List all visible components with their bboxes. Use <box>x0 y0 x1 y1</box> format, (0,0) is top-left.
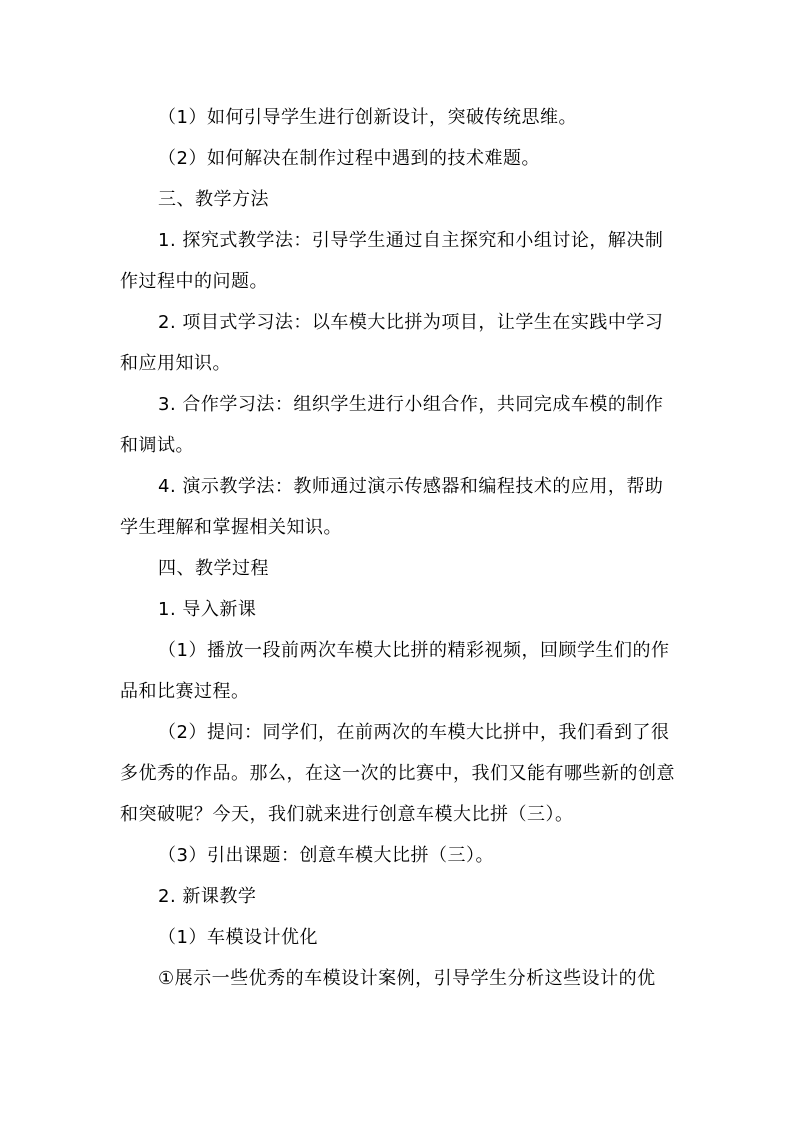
heading-design-optimization: （1）车模设计优化 <box>158 927 318 948</box>
heading-intro: 1. 导入新课 <box>158 599 257 620</box>
paragraph-difficulty-2: （2）如何解决在制作过程中遇到的技术难题。 <box>158 148 540 169</box>
heading-teaching-process: 四、教学过程 <box>158 558 269 579</box>
paragraph-method-1: 1. 探究式教学法：引导学生通过自主探究和小组讨论，解决制作过程中的问题。 <box>120 230 664 292</box>
paragraph-difficulty-1: （1）如何引导学生进行创新设计，突破传统思维。 <box>158 107 577 128</box>
paragraph-method-2: 2. 项目式学习法：以车模大比拼为项目，让学生在实践中学习和应用知识。 <box>120 312 664 374</box>
paragraph-intro-1: （1）播放一段前两次车模大比拼的精彩视频，回顾学生们的作品和比赛过程。 <box>120 640 670 702</box>
paragraph-method-3: 3. 合作学习法：组织学生进行小组合作，共同完成车模的制作和调试。 <box>120 394 664 456</box>
paragraph-intro-2: （2）提问：同学们，在前两次的车模大比拼中，我们看到了很多优秀的作品。那么，在这一次的比赛中，我们又能有哪些新的创意和突破呢？今天，我们就来进行创意车模大比拼（三）。 <box>120 722 675 825</box>
paragraph-intro-3: （3）引出课题：创意车模大比拼（三）。 <box>158 845 494 866</box>
paragraph-method-4: 4. 演示教学法：教师通过演示传感器和编程技术的应用，帮助学生理解和掌握相关知识。 <box>120 476 664 538</box>
paragraph-design-1: ①展示一些优秀的车模设计案例，引导学生分析这些设计的优 <box>158 968 656 989</box>
heading-teaching-methods: 三、教学方法 <box>158 189 269 210</box>
heading-new-lesson: 2. 新课教学 <box>158 886 257 907</box>
